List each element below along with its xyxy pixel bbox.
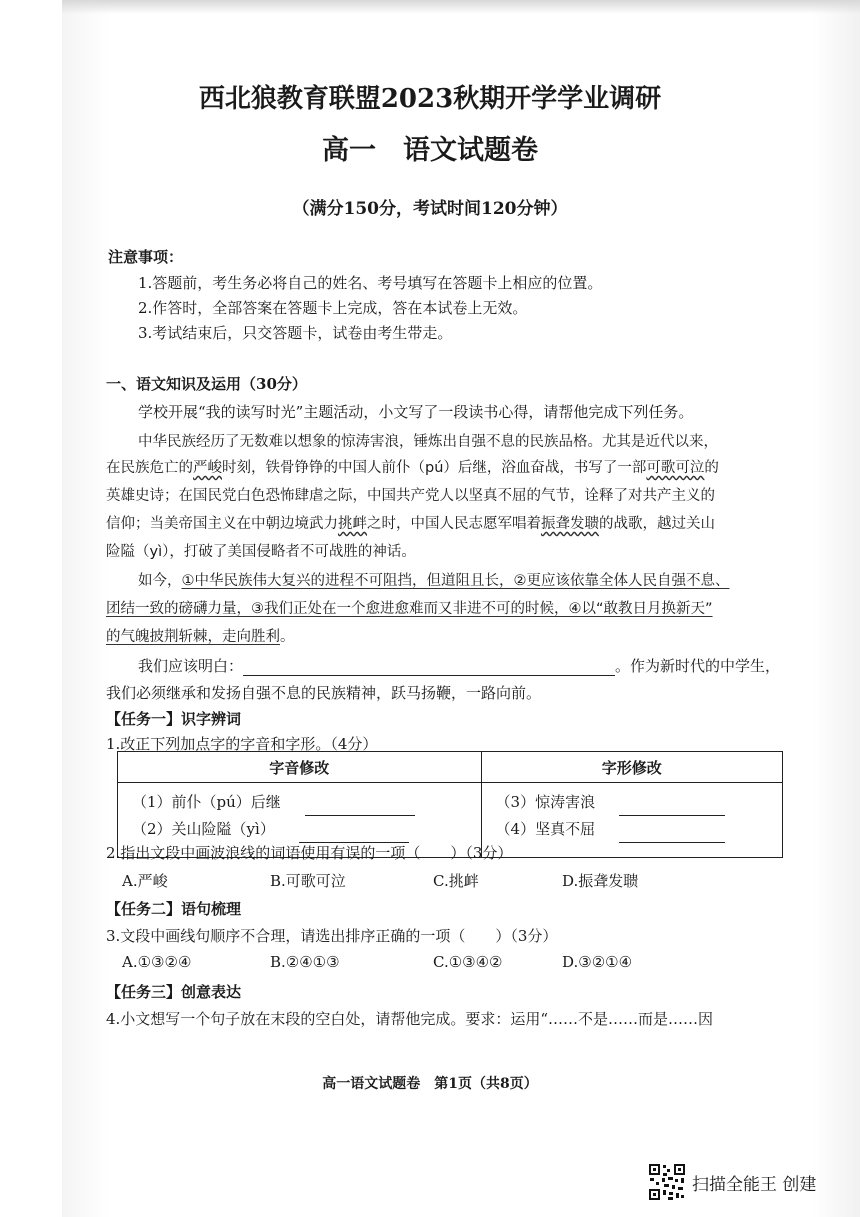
option: D.③②①④ bbox=[562, 953, 633, 971]
passage-line bbox=[106, 597, 713, 618]
wavy-word: 振聋发聩 bbox=[541, 516, 599, 532]
passage-line: 英雄史诗；在国民党白色恐怖肆虐之际，中国共产党人以坚真不屈的气节，诠释了对共产主义的 bbox=[106, 488, 715, 504]
passage-line: 的气魄披荆斩棘，走向胜利。 bbox=[106, 629, 295, 645]
question: 1.改正下列加点字的字音和字形。（4分） bbox=[106, 735, 378, 753]
passage-line: 如今，①中华民族伟大复兴的进程不可阻挡，但道阻且长，②更应该依靠全体人民自强不息、 bbox=[138, 573, 730, 589]
notice-item: 1.答题前，考生务必将自己的姓名、考号填写在答题卡上相应的位置。 bbox=[138, 274, 603, 292]
exam-subtitle: 高一 语文试题卷 bbox=[322, 135, 538, 166]
scanner-watermark: 扫描全能王 创建 bbox=[692, 1175, 817, 1195]
option: D.振聋发聩 bbox=[562, 872, 639, 890]
question: 3.文段中画线句顺序不合理，请选出排序正确的一项（ ）（3分） bbox=[106, 927, 558, 945]
table-item: （4）坚真不屈 bbox=[496, 816, 768, 843]
task-heading: 【任务二】语句梳理 bbox=[106, 900, 242, 918]
question: 4.小文想写一个句子放在末段的空白处，请帮他完成。要求：运用“……不是……而是……因 bbox=[106, 1010, 713, 1028]
notice-item: 2.作答时，全部答案在答题卡上完成，答在本试卷上无效。 bbox=[138, 299, 528, 317]
underlined-sentence: ③我们正处在一个愈进愈难而又非进不可的时候， bbox=[251, 601, 569, 617]
option: B.可歌可泣 bbox=[270, 872, 346, 890]
section-intro: 学校开展“我的读写时光”主题活动，小文写了一段读书心得，请帮他完成下列任务。 bbox=[138, 403, 694, 421]
answer-blank bbox=[619, 801, 725, 816]
notice-heading: 注意事项： bbox=[108, 248, 184, 266]
underlined-sentence: ②更应该依靠全体人民自强不息、 bbox=[513, 573, 730, 589]
passage-line: 在民族危亡的严峻时刻，铁骨铮铮的中国人前仆（pú）后继，浴血奋战，书写了一部可歌可泣的 bbox=[106, 460, 719, 476]
passage-line: 信仰；当美帝国主义在中朝边境武力挑衅之时，中国人民志愿军唱着振聋发聩的战歌，越过关山 bbox=[106, 516, 715, 532]
underlined-sentence: ①中华民族伟大复兴的进程不可阻挡，但道阻且长， bbox=[181, 573, 514, 589]
score-time: （满分150分，考试时间120分钟） bbox=[292, 199, 568, 219]
wavy-word: 可歌可泣 bbox=[646, 460, 705, 476]
wavy-word: 挑衅 bbox=[338, 516, 367, 532]
underlined-sentence: 的气魄披荆斩棘，走向胜利 bbox=[106, 629, 280, 645]
passage-line: 我们必须继承和发扬自强不息的民族精神，跃马扬鞭，一路向前。 bbox=[106, 684, 542, 702]
option: B.②④①③ bbox=[270, 953, 340, 971]
table-cell bbox=[481, 783, 782, 858]
notice-item: 3.考试结束后，只交答题卡，试卷由考生带走。 bbox=[138, 324, 453, 342]
question: 2.指出文段中画波浪线的词语使用有误的一项（ ）（3分） bbox=[106, 844, 513, 862]
option: C.挑衅 bbox=[433, 872, 479, 890]
page-footer: 高一语文试题卷 第1页（共8页） bbox=[322, 1076, 538, 1092]
table-item: （3）惊涛害浪 bbox=[496, 789, 768, 816]
option: C.①③④② bbox=[433, 953, 503, 971]
passage-line: 中华民族经历了无数难以想象的惊涛害浪，锤炼出自强不息的民族品格。尤其是近代以来， bbox=[138, 434, 718, 450]
table-item: （1）前仆（pú）后继 bbox=[132, 789, 467, 816]
exam-title: 西北狼教育联盟2023秋期开学学业调研 bbox=[198, 84, 662, 114]
task-heading: 【任务三】创意表达 bbox=[106, 983, 242, 1001]
table-header: 字音修改 bbox=[118, 752, 482, 783]
option: A.①③②④ bbox=[122, 953, 192, 971]
task-heading: 【任务一】识字辨词 bbox=[106, 710, 242, 728]
answer-blank bbox=[619, 828, 725, 843]
option: A.严峻 bbox=[122, 872, 168, 890]
table-item: （2）关山险隘（yì） bbox=[132, 816, 467, 843]
underlined-sentence: 团结一致的磅礴力量， bbox=[106, 601, 251, 617]
passage-line: 险隘（yì），打破了美国侵略者不可战胜的神话。 bbox=[106, 544, 416, 560]
underlined-sentence: ④以“敢教日月换新天” bbox=[568, 601, 713, 617]
answer-blank bbox=[305, 801, 415, 816]
fill-blank-line: 我们应该明白： 。作为新时代的中学生， bbox=[138, 657, 781, 675]
section-heading: 一、语文知识及运用（30分） bbox=[106, 375, 307, 393]
answer-blank bbox=[243, 661, 615, 676]
answer-blank bbox=[299, 828, 409, 843]
qr-code-icon bbox=[648, 1163, 686, 1201]
scan-shadow bbox=[62, 0, 860, 14]
table-header: 字形修改 bbox=[481, 752, 782, 783]
wavy-word: 严峻 bbox=[193, 460, 222, 476]
